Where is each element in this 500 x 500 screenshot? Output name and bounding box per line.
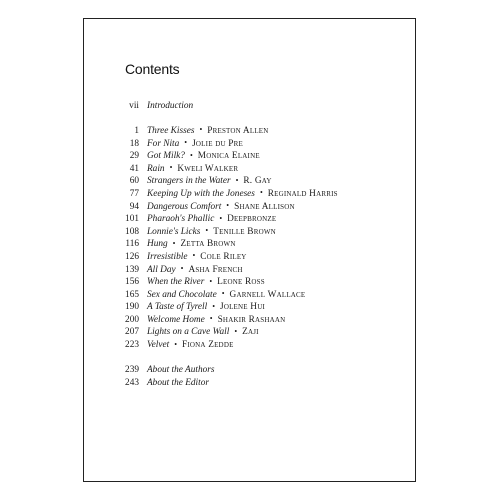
toc-title: Irresistible xyxy=(147,251,188,262)
toc-title: For Nita xyxy=(147,138,180,149)
toc-entry xyxy=(114,326,414,339)
toc-author: Jolene Hui xyxy=(220,302,265,313)
toc-page-number: 116 xyxy=(125,239,139,250)
toc-page-number: 77 xyxy=(129,188,139,199)
section-gap xyxy=(114,113,414,125)
toc-title: Lonnie's Licks xyxy=(147,226,201,237)
bullet-separator: • xyxy=(184,138,188,148)
toc-title: Lights on a Cave Wall xyxy=(147,327,230,338)
toc-title: Velvet xyxy=(147,340,170,351)
bullet-separator: • xyxy=(180,264,184,274)
toc-page-number: 29 xyxy=(129,151,139,162)
toc-list xyxy=(114,100,414,389)
toc-page-number: 190 xyxy=(125,302,139,313)
toc-entry xyxy=(114,289,414,302)
toc-author: Zaji xyxy=(242,327,259,338)
toc-entry xyxy=(114,364,414,377)
toc-author: Asha French xyxy=(188,264,243,275)
toc-page-number: 18 xyxy=(129,138,139,149)
book-page xyxy=(83,18,416,482)
toc-title: Hung xyxy=(147,239,168,250)
toc-title: Introduction xyxy=(147,101,194,111)
toc-entry xyxy=(114,138,414,151)
section-gap xyxy=(114,352,414,364)
bullet-separator: • xyxy=(172,238,176,248)
toc-entry xyxy=(114,251,414,264)
toc-stories xyxy=(114,125,414,352)
bullet-separator: • xyxy=(234,326,238,336)
toc-title: Dangerous Comfort xyxy=(147,201,222,212)
toc-author: Deepbronze xyxy=(227,214,277,225)
toc-entry xyxy=(114,150,414,163)
toc-entry xyxy=(114,339,414,352)
toc-page-number: 243 xyxy=(125,377,139,388)
toc-author: R. Gay xyxy=(243,176,272,187)
toc-author: Shane Allison xyxy=(234,201,295,212)
toc-entry xyxy=(114,125,414,138)
toc-entry xyxy=(114,163,414,176)
toc-page-number: 126 xyxy=(125,251,139,262)
toc-author: Tenille Brown xyxy=(213,226,276,237)
toc-page-number: 41 xyxy=(129,163,139,174)
toc-author: Zetta Brown xyxy=(180,239,236,250)
toc-author: Shakir Rashaan xyxy=(217,314,286,325)
toc-page-number: 139 xyxy=(125,264,139,275)
toc-entry xyxy=(114,100,414,113)
bullet-separator: • xyxy=(212,301,215,311)
toc-page-number: 1 xyxy=(134,125,139,136)
toc-page-number: 165 xyxy=(125,289,139,300)
toc-author: Garnell Wallace xyxy=(229,289,306,300)
toc-page-number: 156 xyxy=(125,277,139,288)
toc-page-number: 207 xyxy=(125,327,139,338)
toc-entry xyxy=(114,276,414,289)
toc-entry xyxy=(114,301,414,314)
bullet-separator: • xyxy=(174,339,178,349)
bullet-separator: • xyxy=(192,251,196,261)
toc-entry xyxy=(114,175,414,188)
toc-title: Strangers in the Water xyxy=(147,176,231,187)
toc-entry xyxy=(114,226,414,239)
toc-author: Kweli Walker xyxy=(177,163,239,174)
toc-entry xyxy=(114,238,414,251)
toc-author: Monica Elaine xyxy=(197,151,260,162)
toc-page-number: 239 xyxy=(125,365,139,376)
toc-entry xyxy=(114,188,414,201)
bullet-separator: • xyxy=(205,226,209,236)
toc-entry xyxy=(114,201,414,214)
bullet-separator: • xyxy=(226,201,230,211)
toc-title: Welcome Home xyxy=(147,314,205,325)
bullet-separator: • xyxy=(235,175,239,185)
bullet-separator: • xyxy=(199,125,203,135)
toc-author: Leone Ross xyxy=(217,277,265,288)
page-title: Contents xyxy=(125,61,180,77)
toc-author: Cole Riley xyxy=(200,251,247,262)
bullet-separator: • xyxy=(169,163,173,173)
toc-title: Pharaoh's Phallic xyxy=(147,214,215,225)
toc-entry xyxy=(114,314,414,327)
toc-title: About the Editor xyxy=(147,377,209,388)
toc-page-number: 223 xyxy=(125,340,139,351)
bullet-separator: • xyxy=(219,213,223,223)
bullet-separator: • xyxy=(209,314,213,324)
toc-page-number: vii xyxy=(129,101,139,111)
bullet-separator: • xyxy=(259,188,263,198)
toc-title: Rain xyxy=(147,163,165,174)
toc-page-number: 200 xyxy=(125,314,139,325)
toc-entry xyxy=(114,377,414,390)
toc-title: Three Kisses xyxy=(147,125,195,136)
toc-page-number: 101 xyxy=(125,214,139,225)
toc-title: Got Milk? xyxy=(147,151,185,162)
toc-entry xyxy=(114,264,414,277)
toc-author: Reginald Harris xyxy=(267,188,338,199)
toc-title: All Day xyxy=(147,264,176,275)
toc-author: Jolie du Pre xyxy=(192,138,243,149)
toc-page-number: 94 xyxy=(129,201,139,212)
toc-author: Fiona Zedde xyxy=(182,340,234,351)
bullet-separator: • xyxy=(189,150,193,160)
toc-title: A Taste of Tyrell xyxy=(147,302,208,313)
bullet-separator: • xyxy=(221,289,225,299)
toc-title: When the River xyxy=(147,277,205,288)
bullet-separator: • xyxy=(209,276,213,286)
toc-entry xyxy=(114,213,414,226)
toc-title: Sex and Chocolate xyxy=(147,289,217,300)
toc-page-number: 108 xyxy=(125,226,139,237)
toc-author: Preston Allen xyxy=(207,125,269,136)
toc-title: Keeping Up with the Joneses xyxy=(147,188,255,199)
toc-title: About the Authors xyxy=(147,365,215,376)
toc-page-number: 60 xyxy=(129,176,139,187)
